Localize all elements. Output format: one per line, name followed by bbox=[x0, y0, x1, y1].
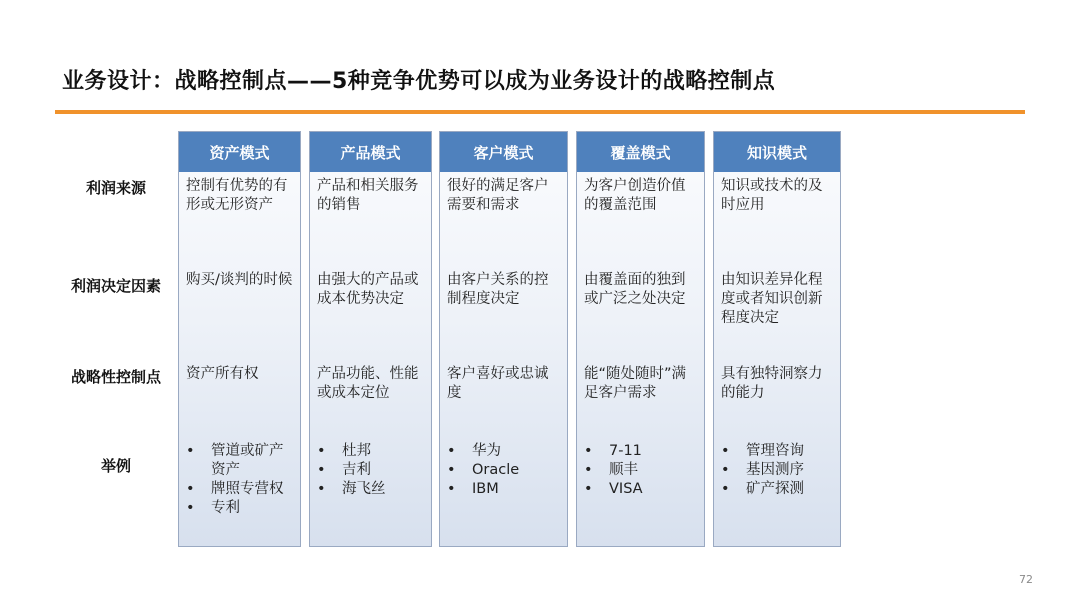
examples-list bbox=[584, 442, 698, 499]
list-item: • 牌照专营权 bbox=[186, 480, 294, 499]
examples-list bbox=[447, 442, 561, 499]
list-item: • IBM bbox=[447, 480, 561, 499]
cell-profit-source: 控制有优势的有形或无形资产 bbox=[186, 178, 288, 213]
list-item: • Oracle bbox=[447, 461, 561, 480]
list-item: • 顺丰 bbox=[584, 461, 698, 480]
column-header: 知识模式 bbox=[714, 132, 840, 172]
cell-control-point: 资产所有权 bbox=[186, 366, 259, 382]
title-underline bbox=[55, 110, 1025, 114]
examples-list bbox=[721, 442, 834, 499]
column-header: 资产模式 bbox=[179, 132, 300, 172]
page-title: 业务设计：战略控制点——5种竞争优势可以成为业务设计的战略控制点 bbox=[62, 69, 776, 94]
column-header: 客户模式 bbox=[440, 132, 567, 172]
list-item: • 7-11 bbox=[584, 442, 698, 461]
cell-profit-factor: 由覆盖面的独到或广泛之处决定 bbox=[584, 272, 686, 307]
cell-profit-factor: 由知识差异化程度或者知识创新程度决定 bbox=[721, 272, 823, 326]
column-customer-model bbox=[439, 131, 568, 547]
cell-control-point: 客户喜好或忠诚度 bbox=[447, 366, 549, 401]
column-coverage-model bbox=[576, 131, 705, 547]
column-knowledge-model bbox=[713, 131, 841, 547]
cell-control-point: 能“随处随时”满足客户需求 bbox=[584, 366, 687, 401]
cell-profit-factor: 购买/谈判的时候 bbox=[186, 272, 293, 288]
list-item: • 管道或矿产资产 bbox=[186, 442, 294, 480]
cell-profit-source: 知识或技术的及时应用 bbox=[721, 178, 823, 213]
cell-profit-source: 产品和相关服务的销售 bbox=[317, 178, 419, 213]
column-header: 产品模式 bbox=[310, 132, 431, 172]
list-item: • 海飞丝 bbox=[317, 480, 425, 499]
list-item: • 管理咨询 bbox=[721, 442, 834, 461]
list-item: • 杜邦 bbox=[317, 442, 425, 461]
column-product-model bbox=[309, 131, 432, 547]
list-item: • VISA bbox=[584, 480, 698, 499]
row-label-profit-factor: 利润决定因素 bbox=[70, 277, 161, 295]
cell-control-point: 具有独特洞察力的能力 bbox=[721, 366, 823, 401]
page-number: 72 bbox=[1019, 573, 1033, 586]
list-item: • 华为 bbox=[447, 442, 561, 461]
cell-profit-factor: 由强大的产品或成本优势决定 bbox=[317, 272, 419, 307]
row-label-profit-source: 利润来源 bbox=[85, 179, 146, 197]
cell-profit-source: 为客户创造价值的覆盖范围 bbox=[584, 178, 686, 213]
column-asset-model bbox=[178, 131, 301, 547]
cell-profit-source: 很好的满足客户需要和需求 bbox=[447, 178, 549, 213]
list-item: • 基因测序 bbox=[721, 461, 834, 480]
row-label-control-point: 战略性控制点 bbox=[70, 368, 161, 386]
column-header: 覆盖模式 bbox=[577, 132, 704, 172]
examples-list bbox=[186, 442, 294, 518]
list-item: • 矿产探测 bbox=[721, 480, 834, 499]
list-item: • 专利 bbox=[186, 499, 294, 518]
cell-control-point: 产品功能、性能或成本定位 bbox=[317, 366, 419, 401]
examples-list bbox=[317, 442, 425, 499]
row-label-examples: 举例 bbox=[100, 457, 131, 475]
cell-profit-factor: 由客户关系的控制程度决定 bbox=[447, 272, 549, 307]
list-item: • 吉利 bbox=[317, 461, 425, 480]
